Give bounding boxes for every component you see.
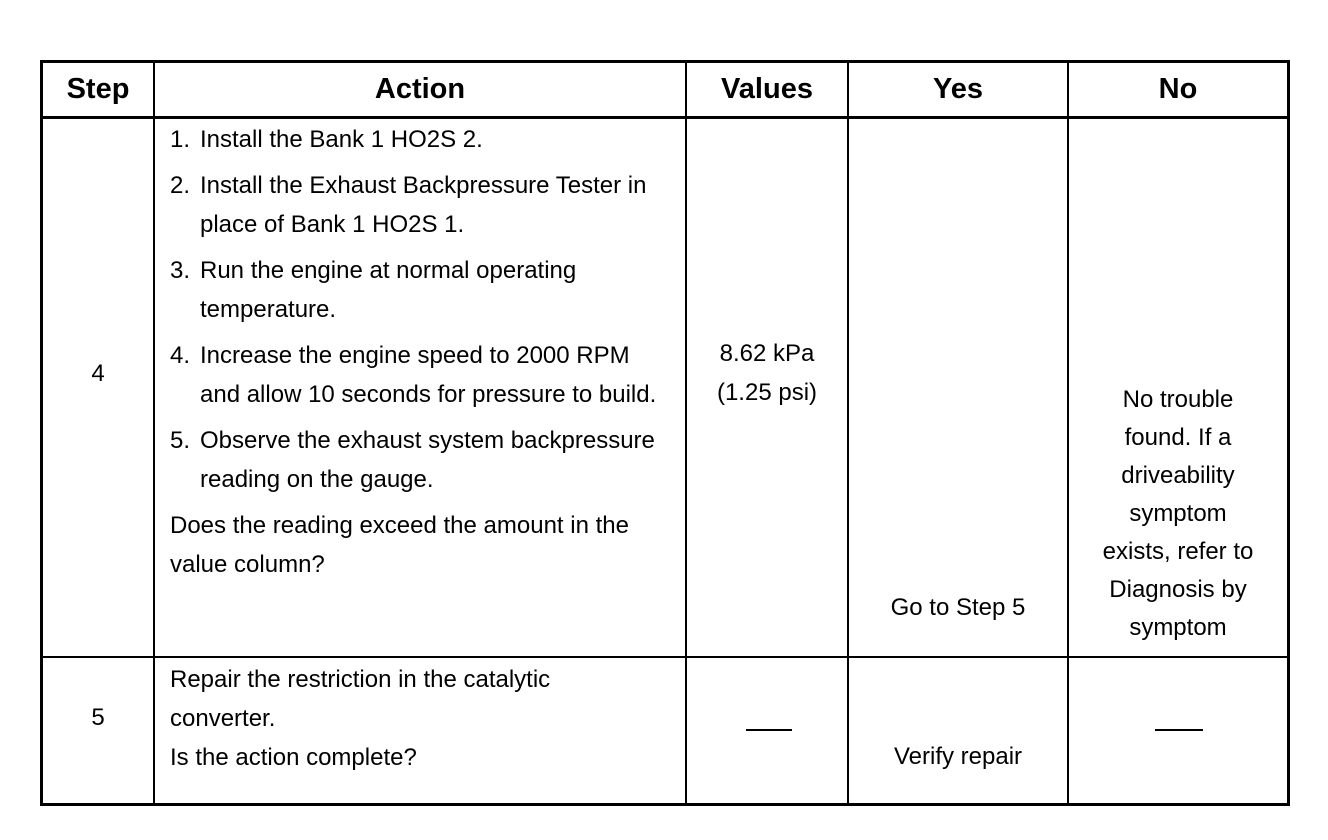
diagnostic-table — [40, 60, 1290, 806]
no-line: No trouble — [1122, 386, 1234, 413]
row-5-action — [170, 660, 675, 777]
action-line: Is the action complete? — [170, 744, 417, 771]
row-4-no — [1069, 381, 1287, 647]
column-divider — [153, 63, 155, 803]
header-yes: Yes — [933, 73, 983, 105]
column-divider — [685, 63, 687, 803]
row-4-yes: Go to Step 5 — [890, 594, 1026, 621]
no-line: Diagnosis by — [1109, 576, 1247, 603]
action-step-3 — [170, 251, 675, 329]
action-step-text: Run the engine at normal operating temperature. — [200, 257, 577, 323]
value-metric: 8.62 kPa — [719, 340, 815, 367]
no-line: found. If a — [1124, 424, 1232, 451]
action-step-number: 1. — [170, 126, 191, 153]
header-step: Step — [66, 73, 130, 105]
header-no: No — [1158, 73, 1198, 105]
row-5-no-empty-dash — [1155, 729, 1203, 731]
no-line: driveability — [1121, 462, 1235, 489]
value-imperial: (1.25 psi) — [716, 379, 818, 406]
row-5-step: 5 — [91, 704, 105, 731]
action-step-text: Observe the exhaust system backpressure reading on the gauge. — [200, 427, 655, 493]
action-step-4 — [170, 336, 675, 414]
action-line: converter. — [170, 705, 276, 732]
header-divider — [43, 116, 1287, 119]
row-4-action — [170, 120, 675, 584]
action-step-text: Install the Exhaust Backpressure Tester in place of Bank 1 HO2S 1. — [200, 172, 647, 238]
action-step-text: Increase the engine speed to 2000 RPM and allow 10 seconds for pressure to build. — [200, 342, 657, 408]
row-4-values — [687, 334, 847, 412]
row-5-values-empty-dash — [746, 729, 792, 731]
action-step-2 — [170, 166, 675, 244]
action-step-number: 5. — [170, 427, 191, 454]
row-5-yes: Verify repair — [893, 743, 1023, 770]
no-line: symptom — [1129, 500, 1227, 527]
action-step-1 — [170, 120, 675, 159]
column-divider — [847, 63, 849, 803]
action-step-5 — [170, 421, 675, 499]
header-action: Action — [374, 73, 466, 105]
row-divider — [43, 656, 1287, 658]
action-question: Does the reading exceed the amount in the value column? — [170, 512, 629, 578]
action-line: Repair the restriction in the catalytic — [170, 666, 551, 693]
action-step-number: 2. — [170, 172, 191, 199]
row-4-step: 4 — [91, 360, 105, 387]
action-step-number: 3. — [170, 257, 191, 284]
no-line: symptom — [1129, 614, 1227, 641]
action-step-number: 4. — [170, 342, 191, 369]
action-step-text: Install the Bank 1 HO2S 2. — [200, 126, 483, 153]
header-values: Values — [721, 73, 813, 105]
no-line: exists, refer to — [1102, 538, 1254, 565]
